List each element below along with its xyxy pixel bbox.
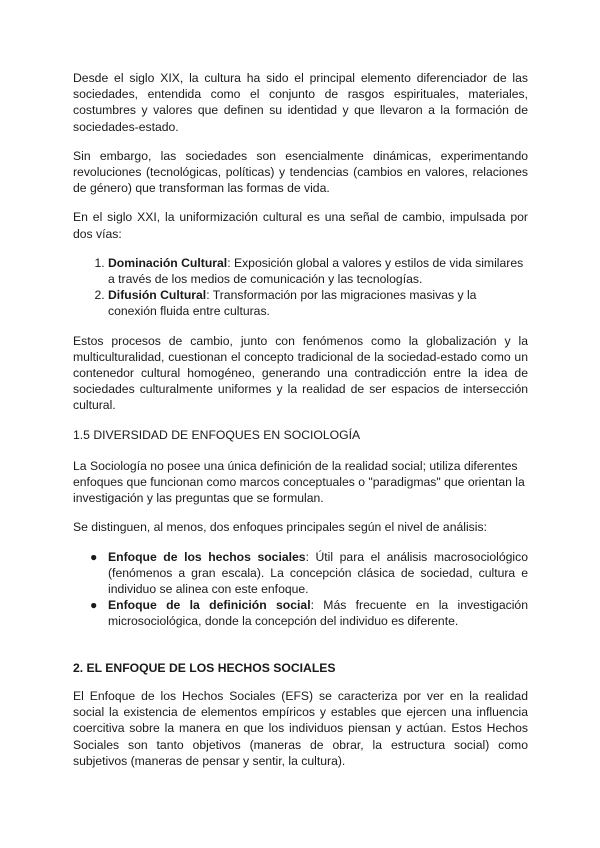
ordered-list-vias [73,255,528,320]
paragraph-uniformizacion-cultural: En el siglo XXI, la uniformización cultural es una señal de cambio, impulsada por dos vías: [73,210,528,241]
section-heading-2: 2. EL ENFOQUE DE LOS HECHOS SOCIALES [73,660,336,675]
list-item-term: Dominación Cultural [108,255,228,270]
paragraph-cultura-siglo-xix: Desde el siglo XIX, la cultura ha sido el principal elemento diferenciador de las sociedades, entendida como el conjunto de rasgos espirituales, materiales, costumbres y valores que definen su identidad y que llevaron a la formación de sociedades-estado. [73,71,528,134]
section-heading-1-5: 1.5 DIVERSIDAD DE ENFOQUES EN SOCIOLOGÍA [73,427,361,442]
bullet-icon: ● [90,549,98,564]
list-item-term: Difusión Cultural [108,288,207,303]
list-item-definicion-social [90,597,528,629]
list-item-term: Enfoque de la definición social [108,598,311,613]
bullet-icon: ● [90,598,98,613]
paragraph-sociologia-enfoques: La Sociología no posee una única definición de la realidad social; utiliza diferentes enfoques que funcionan como marcos conceptuales o "paradigmas" que orientan la investigación y las preguntas que se formulan. [73,458,525,506]
list-item-text: : Más frecuente en la investigación microsociológica, donde la concepción del individuo es diferente. [108,598,528,629]
paragraph-sociedades-dinamicas: Sin embargo, las sociedades son esencialmente dinámicas, experimentando revoluciones (tecnológicas, políticas) y tendencias (cambios en valores, relaciones de género) que transforman las formas de vida. [73,148,528,196]
list-item-text: : Útil para el análisis macrosociológico (fenómenos a gran escala). La concepción clásica de sociedad, cultura e individuo se alinea con este enfoque. [108,549,528,597]
bullet-list-enfoques [73,549,528,630]
document-page [73,70,528,782]
paragraph-procesos-cambio: Estos procesos de cambio, junto con fenómenos como la globalización y la multiculturalidad, cuestionan el concepto tradicional de la sociedad-estado como un contenedor cultural homogéneo, generando una contradicción entre la idea de sociedades culturalmente uniformes y la realidad de ser espacios de intersección cultural. [73,333,528,413]
paragraph-dos-enfoques: Se distinguen, al menos, dos enfoques principales según el nivel de análisis: [73,520,487,535]
list-item-text: : Transformación por las migraciones masivas y la conexión fluida entre culturas. [108,288,477,319]
list-item-hechos-sociales [90,549,528,598]
list-item-dominacion-cultural [108,255,528,287]
list-item-difusion-cultural [108,287,528,319]
list-item-text: : Exposición global a valores y estilos de vida similares a través de los medios de comunicación y las tecnologías. [108,255,524,287]
paragraph-efs: El Enfoque de los Hechos Sociales (EFS) se caracteriza por ver en la realidad social la existencia de elementos empíricos y estables que ejercen una influencia coercitiva sobre la manera en que los individuos piensan y actúan. Estos Hechos Sociales son tanto objetivos (maneras de obrar, la estructura social) como subjetivos (maneras de pensar y sentir, la cultura). [73,688,528,768]
list-item-term: Enfoque de los hechos sociales [108,549,306,564]
